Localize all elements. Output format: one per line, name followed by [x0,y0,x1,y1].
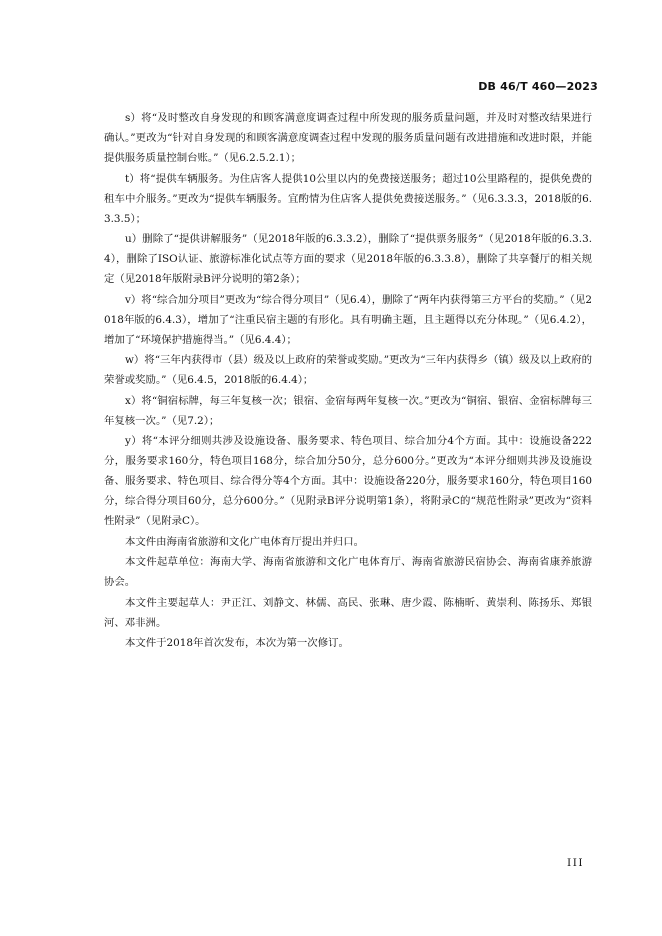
list-item-x: x）将“铜宿标牌，每三年复核一次；银宿、金宿每两年复核一次。”更改为“铜宿、银宿、金宿标牌每三年复核一次。”（见7.2）； [104,394,592,427]
list-item-y: y）将“本评分细则共涉及设施设备、服务要求、特色项目、综合加分4个方面。其中：设施设备222分，服务要求160分，特色项目168分，综合加分50分，总分600分。”更改为“本评分细则共涉及设施设备、服务要求、特色项目、综合得分等4个方面。其中：设施设备220分，服务要求160分，特色项目160分，综合得分项目60分，总分600分。”（见附录B评分说明第1条），将附录C的“规范性附录”更改为“资料性附录”（见附录C）。 [104,435,592,527]
drafting-units: 本文件起草单位：海南大学、海南省旅游和文化广电体育厅、海南省旅游民宿协会、海南省康养旅游协会。 [104,556,592,588]
page-number: III [567,857,584,869]
main-drafters: 本文件主要起草人：尹正江、刘静文、林儒、高民、张琳、唐少霞、陈楠昕、黄崇利、陈扬乐、郑银河、邓非洲。 [104,596,592,629]
list-item-s: s）将“及时整改自身发现的和顾客满意度调查过程中所发现的服务质量问题，并及时对整改结果进行确认。”更改为“针对自身发现的和顾客满意度调查过程中发现的服务质量问题有改进措施和改进时限，并能提供服务质量控制台账。”（见6.2.5.2.1）； [104,112,592,164]
list-item-v: v）将“综合加分项目”更改为“综合得分项目”（见6.4），删除了“两年内获得第三方平台的奖励。”（见2018年版的6.4.3），增加了“注重民宿主题的有形化。具有明确主题，且主题得以充分体现。”（见6.4.2），增加了“环境保护措施得当。”（见6.4.4）； [104,293,592,346]
document-code: DB 46/T 460—2023 [478,80,598,93]
document-body [104,108,592,654]
list-item-u: u）删除了“提供讲解服务”（见2018年版的6.3.3.2），删除了“提供票务服务”（见2018年版的6.3.3.4），删除了ISO认证、旅游标准化试点等方面的要求（见2018年版的6.3.3.8），删除了共享餐厅的相关规定（见2018年版附录B评分说明的第2条）； [104,233,592,285]
publication-history: 本文件于2018年首次发布，本次为第一次修订。 [125,637,349,649]
proposer-statement: 本文件由海南省旅游和文化广电体育厅提出并归口。 [125,535,364,548]
list-item-t: t）将“提供车辆服务。为住店客人提供10公里以内的免费接送服务；超过10公里路程的，提供免费的租车中介服务。”更改为“提供车辆服务。宜酌情为住店客人提供免费接送服务。”（见6.3.3.3，2018版的6.3.3.5）； [104,172,592,225]
list-item-w: w）将“三年内获得市（县）级及以上政府的荣誉或奖励。”更改为“三年内获得乡（镇）级及以上政府的荣誉或奖励。”（见6.4.5，2018版的6.4.4）； [104,354,592,386]
